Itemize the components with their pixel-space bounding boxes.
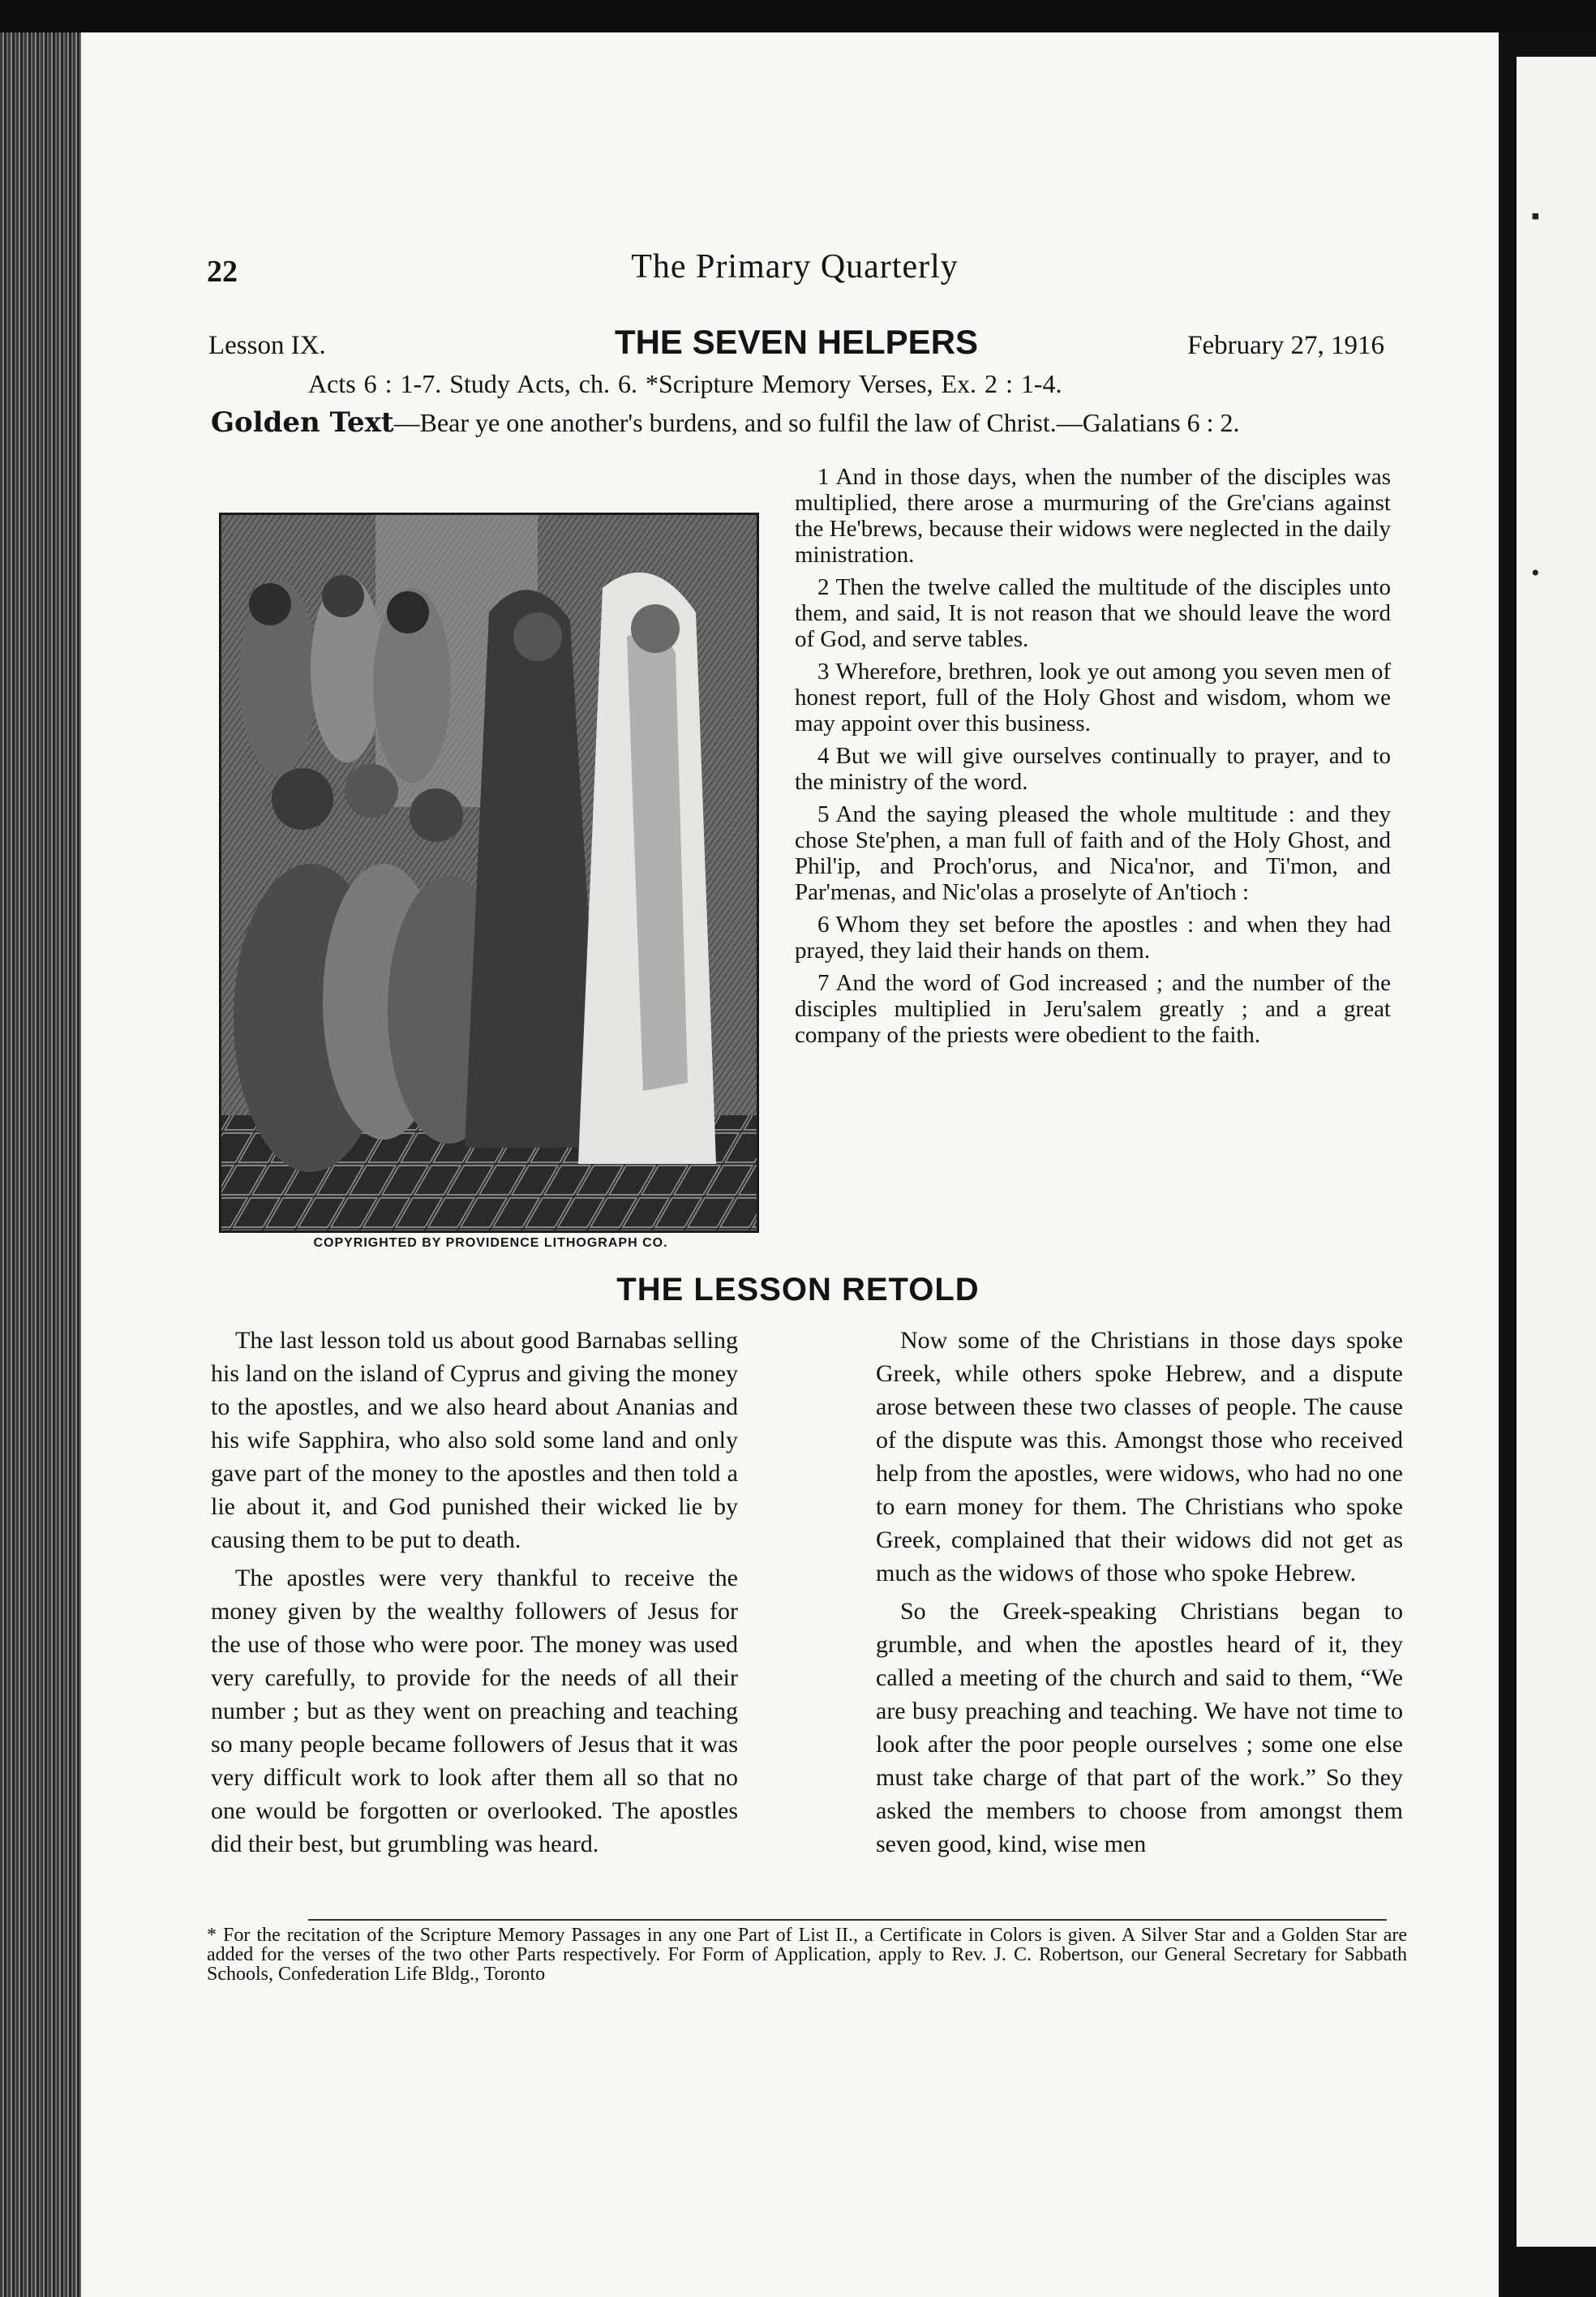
verse: [795, 659, 1391, 736]
retold-paragraph: Now some of the Christians in those days spoke Greek, while others spoke Hebrew, and a dispute arose between these two classes of people. The cause of the dispute was this. Amongst those who received help from the apostles, were widows, who had no one to earn money for them. The Christians who spoke Greek, complained that their widows did not get as much as the widows of those who spoke Hebrew.: [876, 1327, 1403, 1586]
verse: [795, 912, 1391, 964]
journal-title: The Primary Quarterly: [631, 248, 959, 286]
verse-text: And the saying pleased the whole multitude : and they chose Ste'phen, a man full of faith and of the Holy Ghost, and Phil'ip, and Proch'orus, and Nica'nor, and Ti'mon, and Par'menas, and Nic'olas a proselyte of An'tioch :: [795, 801, 1391, 905]
golden-text-label: Golden Text: [211, 406, 394, 439]
footnote-divider: [308, 1919, 1387, 1921]
retold-paragraph: The apostles were very thankful to receive the money given by the wealthy followers of Jesus for the use of those who were poor. The money was used very carefully, to provide for the needs of all their number ; but as they went on preaching and teaching so many people became followers of Jesus that it was very difficult work to look after them all so that no one would be forgotten or overlooked. The apostles did their best, but grumbling was heard.: [211, 1565, 738, 1857]
verse: [795, 970, 1391, 1048]
page-header: [207, 247, 1383, 296]
verse-text: Whom they set before the apostles : and when they had prayed, they laid their hands on them.: [795, 912, 1391, 964]
book-page-edges-left: [0, 32, 81, 2297]
verse-text: Wherefore, brethren, look ye out among you seven men of honest report, full of the Holy Ghost and wisdom, whom we may appoint over this business.: [795, 659, 1391, 736]
verse-number: 2: [817, 574, 830, 600]
verse: [795, 464, 1391, 568]
verse-text: Then the twelve called the multitude of the disciples unto them, and said, It is not reason that we should leave the word of God, and serve tables.: [795, 574, 1391, 652]
scripture-verses: [795, 464, 1391, 1054]
golden-text: [211, 407, 1387, 438]
verse: [795, 574, 1391, 652]
illustration-caption: COPYRIGHTED BY PROVIDENCE LITHOGRAPH CO.: [313, 1236, 668, 1250]
facing-page-mark: ▪: [1531, 203, 1540, 230]
verse-number: 5: [817, 801, 830, 827]
footnote: * For the recitation of the Scripture Memory Passages in any one Part of List II., a Certificate in Colors is given. A Silver Star and a Golden Star are added for the verses of the two other Parts respectively. For Form of Application, apply to Rev. J. C. Robertson, our General Secretary for Sabbath Schools, Confederation Life Bldg., Toronto: [207, 1925, 1407, 1985]
lesson-date: February 27, 1916: [1187, 331, 1384, 360]
verse-number: 3: [817, 659, 830, 685]
verse-number: 4: [817, 743, 830, 769]
verse: [795, 743, 1391, 795]
verse-text: And the word of God increased ; and the number of the disciples multiplied in Jeru'salem greatly ; and a great company of the priests were obedient to the faith.: [795, 970, 1391, 1048]
retold-heading: THE LESSON RETOLD: [616, 1272, 980, 1307]
lesson-title: THE SEVEN HELPERS: [614, 323, 979, 361]
verse-text: But we will give ourselves continually to prayer, and to the ministry of the word.: [795, 743, 1391, 795]
retold-paragraph: So the Greek-speaking Christians began to grumble, and when the apostles heard of it, they called a meeting of the church and said to them, “We are busy preaching and teaching. We have not time to look after the poor people ourselves ; some one else must take charge of that part of the work.” So they asked the members to choose from amongst them seven good, kind, wise men: [876, 1598, 1403, 1857]
verse-number: 7: [817, 970, 830, 996]
facing-page-mark: •: [1531, 560, 1540, 586]
page-number: 22: [207, 255, 238, 289]
lesson-heading: [208, 323, 1384, 371]
lesson-number: Lesson IX.: [208, 331, 326, 360]
verse: [795, 801, 1391, 905]
retold-column-left: [211, 1324, 738, 1866]
verse-text: And in those days, when the number of the disciples was multiplied, there arose a murmuring of the Gre'cians against the He'brews, because their widows were neglected in the daily ministration.: [795, 464, 1391, 568]
facing-page-edge: [1517, 57, 1596, 2247]
verse-number: 1: [817, 464, 830, 490]
lesson-illustration: [219, 513, 759, 1233]
illustration-engraving: [221, 515, 757, 1230]
scripture-reference: Acts 6 : 1-7. Study Acts, ch. 6. *Scripture Memory Verses, Ex. 2 : 1-4.: [308, 369, 1062, 398]
golden-text-body: —Bear ye one another's burdens, and so fulfil the law of Christ.—Galatians 6 : 2.: [393, 408, 1240, 437]
retold-paragraph: The last lesson told us about good Barnabas selling his land on the island of Cyprus and giving the money to the apostles, and we also heard about Ananias and his wife Sapphira, who also sold some land and only gave part of the money to the apostles and then told a lie about it, and God punished their wicked lie by causing them to be put to death.: [211, 1327, 738, 1553]
verse-number: 6: [817, 912, 830, 938]
retold-column-right: [876, 1324, 1403, 1866]
